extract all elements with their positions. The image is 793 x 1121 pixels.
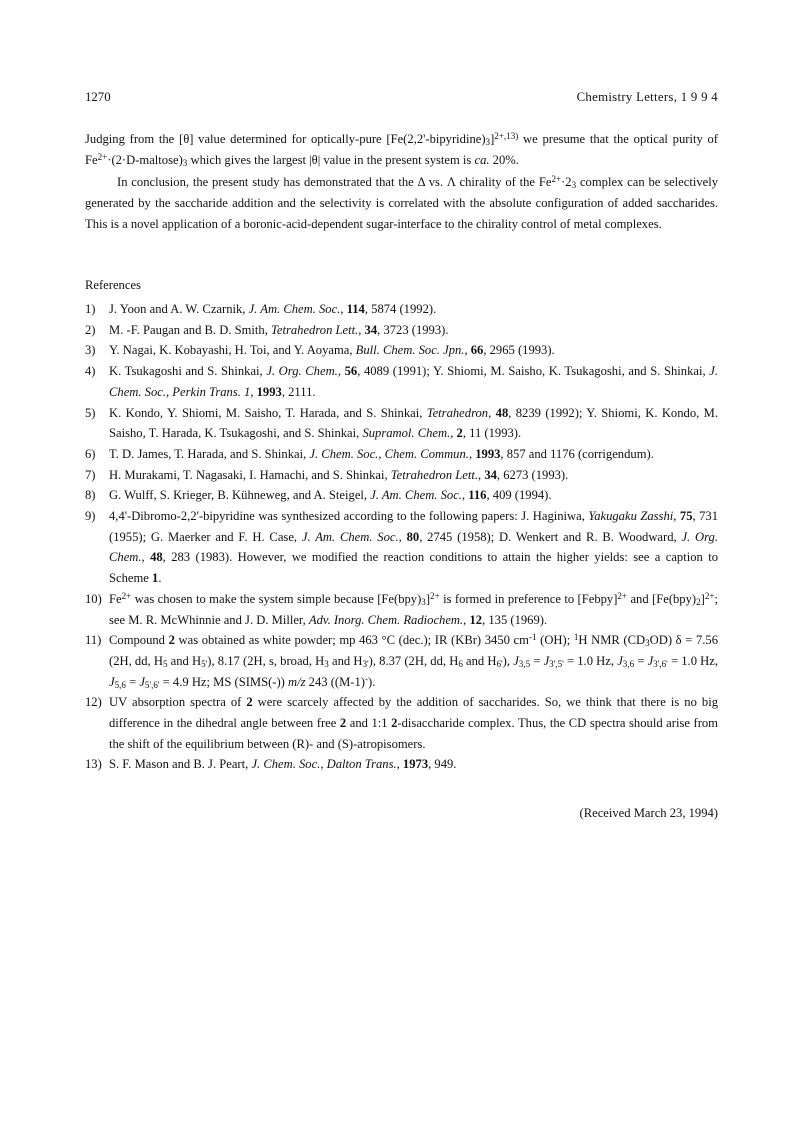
paragraph-2: In conclusion, the present study has demonstrated that the Δ vs. Λ chirality of the $Fe^{2+}\cdot 2_3$ complex can be selectively generated by the saccharide addition and the selectivity is correlated with the absolute configuration of added saccharides. This is a novel application of a boronic-acid-dependent sugar-interface to the chirality control of metal complexes. xyxy=(85,173,718,232)
page-number: 1270 xyxy=(85,90,111,104)
reference-item: 4) K. Tsukagoshi and S. Shinkai, J. Org. Chem., 56, 4089 (1991); Y. Shiomi, M. Saisho, K. Tsukagoshi, and S. Shinkai, J. Chem. Soc., Perkin Trans. 1, 1993, 2111. xyxy=(85,364,718,399)
reference-item: 8) G. Wulff, S. Krieger, B. Kühneweg, and A. Steigel, J. Am. Chem. Soc., 116, 409 (1994). xyxy=(85,488,552,503)
reference-item: 6) T. D. James, T. Harada, and S. Shinkai, J. Chem. Soc., Chem. Commun., 1993, 857 and 1176 (corrigendum). xyxy=(85,446,654,461)
reference-item: 7) H. Murakami, T. Nagasaki, I. Hamachi, and S. Shinkai, Tetrahedron Lett., 34, 6273 (1993). xyxy=(85,467,569,482)
received-date: (Received March 23, 1994) xyxy=(579,806,718,820)
reference-item: 1) J. Yoon and A. W. Czarnik, J. Am. Chem. Soc., 114, 5874 (1992). xyxy=(85,302,437,316)
references-heading: References xyxy=(85,278,141,292)
reference-item: 11) Compound 2 was obtained as white powder; mp 463 °C (dec.); IR (KBr) 3450 $cm^{-1}$ (OH); $^1$H NMR $(CD_3OD) \delta = 7.56$ (2H, dd, $H_5$ and $H_{5'}$), 8.17 (2H, s, broad, $H_3$ and $H_{3'}$), 8.37 (2H, dd, $H_6$ and $H_{6'}$), $J_{3,5} = J_{3',5'} = 1.0$ Hz, $J_{3,6} = J_{3',6'} = 1.0$ Hz, $J_{5,6} = J_{5',6'} = 4.9$ Hz; MS (SIMS(-)) m/z 243 ((M-1)-). xyxy=(85,632,719,690)
journal-name: Chemistry Letters, 1 9 9 4 xyxy=(576,90,718,104)
reference-item: 2) M. -F. Paugan and B. D. Smith, Tetrahedron Lett., 34, 3723 (1993). xyxy=(85,322,449,337)
reference-list xyxy=(85,299,718,775)
running-header xyxy=(85,90,718,108)
reference-item: 3) Y. Nagai, K. Kobayashi, H. Toi, and Y. Aoyama, Bull. Chem. Soc. Jpn., 66, 2965 (1993). xyxy=(85,343,555,358)
paragraph-1: Judging from the [θ] value determined for optically-pure $[Fe(2,2'-bipyridine)_3]^{2+,13)}$ we presume that the optical purity of $Fe^{2+}\cdot(2\cdot D-maltose)_3$ which gives the largest |θ| value in the present system is ca. 20%. xyxy=(85,131,718,169)
reference-item: 10) $Fe^{2+}$ was chosen to make the system simple because $[Fe(bpy)_3]^{2+}$ is formed in preference to [Febpy]$^{2+}$ and $[Fe(bpy)_2]^{2+}$; see M. R. McWhinnie and J. D. Miller, Adv. Inorg. Chem. Radiochem., 12, 135 (1969). xyxy=(85,591,718,627)
reference-item: 5) K. Kondo, Y. Shiomi, M. Saisho, T. Harada, and S. Shinkai, Tetrahedron, 48, 8239 (1992); Y. Shiomi, K. Kondo, M. Saisho, T. Harada, K. Tsukagoshi, and S. Shinkai, Supramol. Chem., 2, 11 (1993). xyxy=(85,405,718,441)
reference-item: 9) 4,4'-Dibromo-2,2'-bipyridine was synthesized according to the following papers: J. Haginiwa, Yakugaku Zasshi, 75, 731 (1955); G. Maerker and F. H. Case, J. Am. Chem. Soc., 80, 2745 (1958); D. Wenkert and R. B. Woodward, J. Org. Chem., 48, 283 (1983). However, we modified the reaction conditions to attain the higher yields: see a caption to Scheme 1. xyxy=(85,509,719,586)
reference-item: 12) UV absorption spectra of 2 were scarcely affected by the addition of saccharides. So, we think that there is no big difference in the dihedral angle between free 2 and 1:1 2-disaccharide complex. Thus, the CD spectra should arise from the shift of the equilibrium between (R)- and (S)-atropisomers. xyxy=(85,695,719,751)
reference-item: 13) S. F. Mason and B. J. Peart, J. Chem. Soc., Dalton Trans., 1973, 949. xyxy=(85,757,457,772)
body-text xyxy=(85,129,718,235)
